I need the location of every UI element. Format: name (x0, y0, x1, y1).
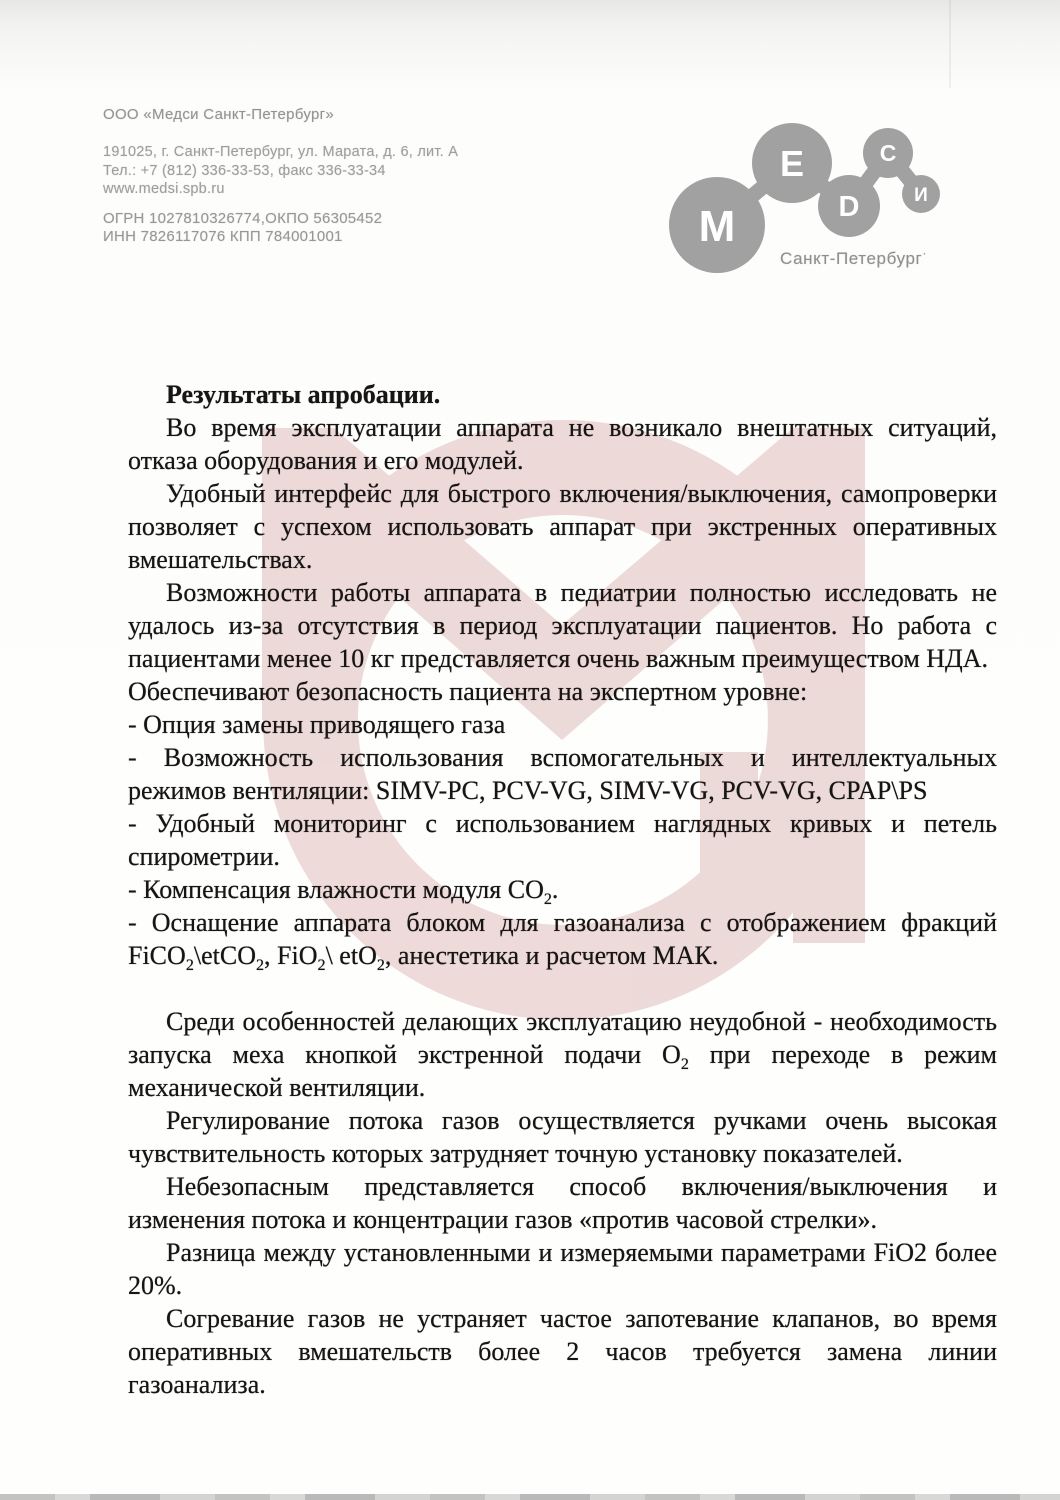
scan-seam (949, 0, 951, 88)
paragraph: - Компенсация влажности модуля $СО_2$. (128, 875, 559, 909)
paragraph: Регулирование потока газов осуществляется ручками очень высокая чувствительность которых затрудняет точную установку показателей. (128, 1106, 997, 1168)
paragraph: Небезопасным представляется способ включения/выключения и изменения потока и концентрации газов «против часовой стрелки». (128, 1172, 997, 1234)
paragraph: - Опция замены приводящего газа (128, 710, 506, 739)
paragraph: Результаты апробации. (166, 380, 441, 409)
paragraph: Согревание газов не устраняет частое запотевание клапанов, во время оперативных вмешательств более 2 часов требуется замена линии газоанализа. (128, 1304, 997, 1399)
header-line: ОГРН 1027810326774,ОКПО 56305452 (103, 210, 383, 227)
company-name: ООО «Медси Санкт-Петербург» (103, 106, 335, 123)
header-registry (103, 210, 382, 246)
paragraph: Возможности работы аппарата в педиатрии полностью исследовать не удалось из-за отсутствия в период эксплуатации пациентов. Но работа с пациентами менее 10 кг представляется очень важным преимуществом НДА. (128, 578, 997, 673)
header-line: Тел.: +7 (812) 336-33-53, факс 336-33-34 (103, 162, 386, 179)
paragraph: - Оснащение аппарата блоком для газоанализа с отображением фракций FiCO$_2$\etCO$_2$, FiO$_2$\ etO$_2$, анестетика и расчетом МАК. (128, 908, 997, 975)
logo-letter-e: Е (779, 143, 805, 184)
logo-letter-d: D (838, 191, 860, 223)
logo-letter-c: С (879, 140, 897, 166)
trademark-dot: · (922, 246, 927, 260)
paragraph: Во время эксплуатации аппарата не возникало внештатных ситуаций, отказа оборудования и его модулей. (128, 413, 997, 475)
header-address (103, 143, 458, 199)
scan-edge-bottom (0, 1494, 1060, 1500)
logo-letter-m: М (698, 202, 736, 251)
paragraph: Разница между установленными и измеряемыми параметрами FiO2 более 20%. (128, 1238, 997, 1300)
header-line: 191025, г. Санкт-Петербург, ул. Марата, д. 6, лит. А (103, 144, 459, 160)
document-body (128, 378, 997, 1401)
paragraph: Обеспечивают безопасность пациента на экспертном уровне: (128, 677, 808, 706)
header-line: ИНН 7826117076 КПП 784001001 (103, 228, 343, 245)
logo-city-label (780, 246, 927, 269)
paragraph: - Удобный мониторинг с использованием наглядных кривых и петель спирометрии. (128, 809, 997, 871)
logo-letter-i: И (914, 185, 928, 206)
paragraph: Среди особенностей делающих эксплуатацию неудобной - необходимость запуска меха кнопкой экстренной подачи $О_2$ при переходе в режим механической вентиляции. (128, 1007, 997, 1102)
city-label-text: Санкт-Петербург (780, 249, 923, 268)
paragraph: Удобный интерфейс для быстрого включения/выключения, самопроверки позволяет с успехом использовать аппарат при экстренных оперативных вмешательствах. (128, 479, 997, 574)
header-line: www.medsi.spb.ru (103, 181, 225, 197)
paragraph: - Возможность использования вспомогательных и интеллектуальных режимов вентиляции: SIMV-PC, PCV-VG, SIMV-VG, PCV-VG, CPAP\PS (128, 743, 997, 805)
